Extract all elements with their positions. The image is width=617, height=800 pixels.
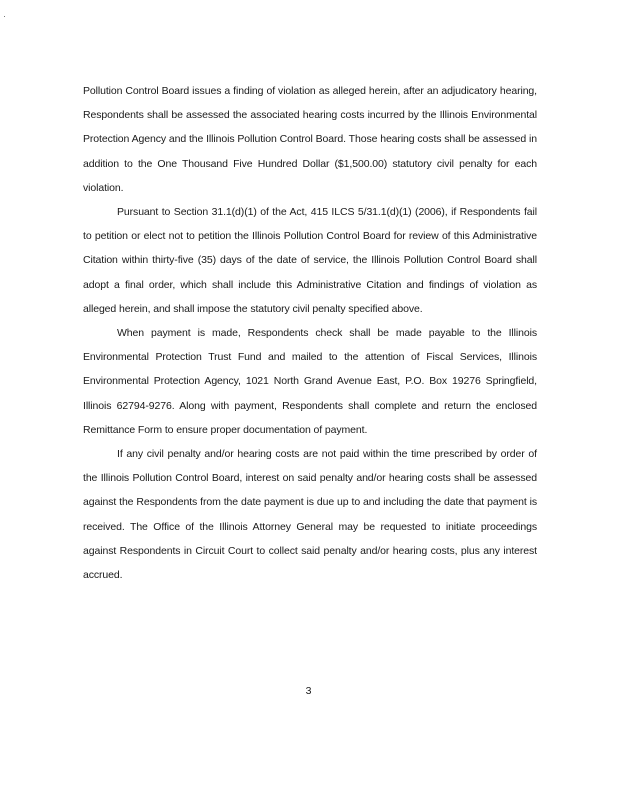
paragraph-interest-collection: If any civil penalty and/or hearing costs are not paid within the time prescribed by order of the Illinois Pollution Control Board, interest on said penalty and/or hearing costs shall be assessed against the Respondents from the date payment is due up to and including the date that payment is received. The Office of the Illinois Attorney General may be requested to initiate proceedings against Respondents in Circuit Court to collect said penalty and/or hearing costs, plus any interest accrued.: [83, 448, 537, 582]
scan-speck: [4, 16, 5, 17]
document-body: [83, 79, 537, 587]
page-number: 3: [305, 685, 312, 697]
paragraph-hearing-costs: Pollution Control Board issues a finding of violation as alleged herein, after an adjudicatory hearing, Respondents shall be assessed the associated hearing costs incurred by the Illinois Environmental Protection Agency and the Illinois Pollution Control Board. Those hearing costs shall be assessed in addition to the One Thousand Five Hundred Dollar ($1,500.00) statutory civil penalty for each violation.: [83, 85, 537, 194]
paragraph-petition-deadline: Pursuant to Section 31.1(d)(1) of the Act, 415 ILCS 5/31.1(d)(1) (2006), if Respondents fail to petition or elect not to petition the Illinois Pollution Control Board for review of this Administrative Citation within thirty-five (35) days of the date of service, the Illinois Pollution Control Board shall adopt a final order, which shall include this Administrative Citation and findings of violation as alleged herein, and shall impose the statutory civil penalty specified above.: [83, 206, 537, 315]
paragraph-payment-instructions: When payment is made, Respondents check shall be made payable to the Illinois Environmental Protection Trust Fund and mailed to the attention of Fiscal Services, Illinois Environmental Protection Agency, 1021 North Grand Avenue East, P.O. Box 19276 Springfield, Illinois 62794-9276. Along with payment, Respondents shall complete and return the enclosed Remittance Form to ensure proper documentation of payment.: [83, 327, 537, 436]
